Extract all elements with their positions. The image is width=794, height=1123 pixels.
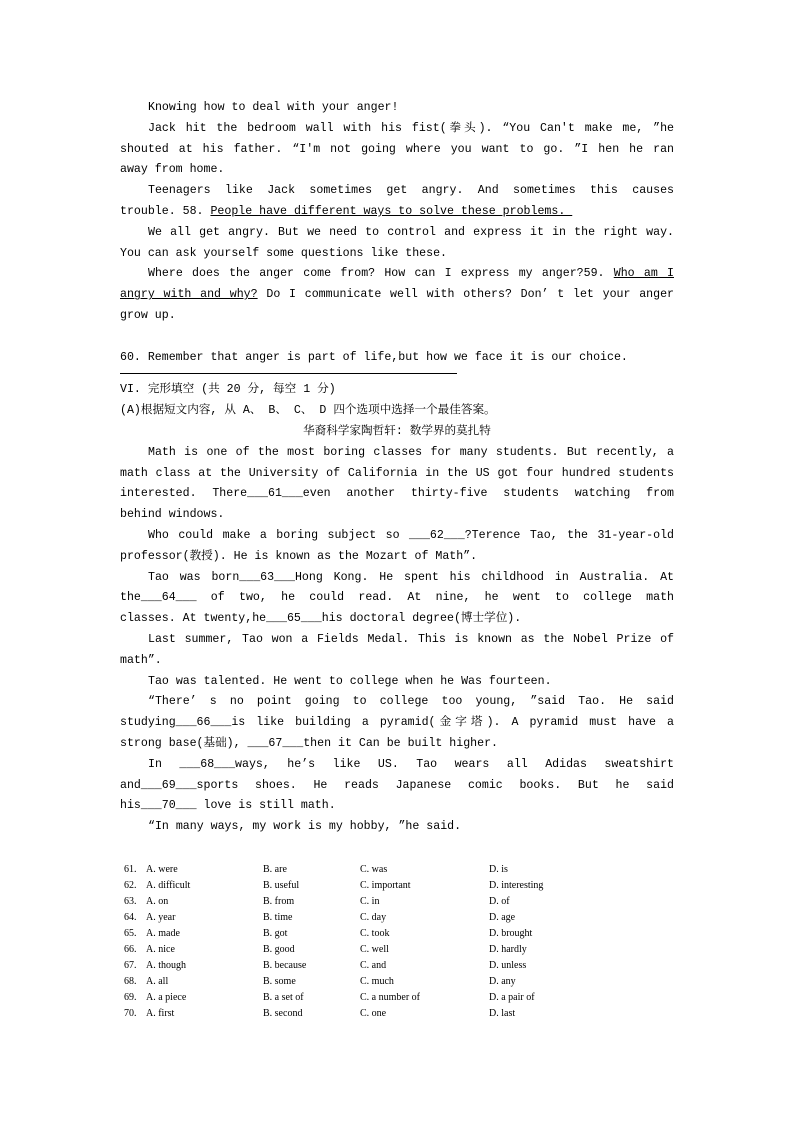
section-title: VI. 完形填空 (共 20 分, 每空 1 分) (120, 383, 336, 397)
question-60: 60. Remember that anger is part of life,but how we face it is our choice. (120, 350, 628, 364)
options-table (124, 862, 584, 1022)
text-line (120, 713, 674, 734)
option-a: A. though (146, 960, 186, 971)
text-line (120, 140, 674, 161)
option-d: D. brought (489, 928, 533, 939)
question-number: 65. (124, 928, 137, 939)
text-segment: his___70___ love is still math. (120, 799, 336, 813)
text-segment: “In many ways, my work is my hobby, ”he said. (148, 820, 462, 834)
text-line (120, 755, 674, 776)
option-b: B. some (263, 976, 296, 987)
option-b: B. useful (263, 880, 300, 891)
text-segment: grow up. (120, 308, 176, 322)
text-segment: studying___66___is like building a pyramid(金字塔). A pyramid must have a (120, 716, 674, 730)
text-segment: You can ask yourself some questions like these. (120, 246, 447, 260)
underlined-answer: Who am I (613, 267, 674, 281)
text-segment: away from home. (120, 163, 225, 177)
passage-terence-tao (120, 443, 674, 838)
option-row (124, 910, 584, 926)
text-segment: Do I communicate well with others? Don’ t let your anger (257, 288, 674, 302)
option-c: C. a number of (360, 992, 420, 1003)
text-line (120, 630, 674, 651)
text-line (120, 526, 674, 547)
option-d: D. any (489, 976, 516, 987)
text-line (120, 181, 674, 202)
option-c: C. day (360, 912, 387, 923)
option-b: B. second (263, 1008, 303, 1019)
text-line (120, 672, 674, 693)
option-row (124, 942, 584, 958)
question-number: 67. (124, 960, 137, 971)
text-line (120, 588, 674, 609)
option-d: D. is (489, 864, 508, 875)
option-row (124, 958, 584, 974)
option-row (124, 1006, 584, 1022)
option-c: C. in (360, 896, 380, 907)
underlined-answer: People have different ways to solve these problems. (210, 204, 573, 218)
text-segment: Tao was born___63___Hong Kong. He spent his childhood in Australia. At (148, 570, 674, 584)
text-segment: strong base(基础), ___67___then it Can be built higher. (120, 736, 499, 750)
text-segment: Knowing how to deal with your anger! (148, 101, 399, 114)
text-segment: professor(教授). He is known as the Mozart of Math”. (120, 549, 478, 563)
option-a: A. all (146, 976, 169, 987)
passage-anger (120, 98, 674, 327)
text-segment: Who could make a boring subject so ___62___?Terence Tao, the 31-year-old (148, 528, 674, 542)
option-a: A. nice (146, 944, 175, 955)
option-b: B. got (263, 928, 288, 939)
option-c: C. well (360, 944, 389, 955)
option-a: A. on (146, 896, 169, 907)
text-line (120, 443, 674, 464)
option-row (124, 974, 584, 990)
text-segment: Tao was talented. He went to college when he Was fourteen. (148, 674, 552, 688)
document-page (120, 98, 674, 838)
option-row (124, 990, 584, 1006)
text-line (120, 568, 674, 589)
option-b: B. time (263, 912, 293, 923)
option-a: A. a piece (146, 992, 187, 1003)
text-line (120, 285, 674, 306)
option-a: A. were (146, 864, 178, 875)
option-d: D. unless (489, 960, 527, 971)
option-d: D. a pair of (489, 992, 535, 1003)
text-segment: math”. (120, 653, 162, 667)
divider-line (120, 373, 457, 374)
text-line (120, 609, 674, 630)
option-row (124, 878, 584, 894)
text-line (120, 306, 674, 327)
option-b: B. a set of (263, 992, 304, 1003)
text-segment: “There’ s no point going to college too young, ”said Tao. He said (148, 695, 674, 709)
option-d: D. last (489, 1008, 516, 1019)
text-segment: math class at the University of California in the US got four hundred students (120, 466, 674, 480)
text-segment: We all get angry. But we need to control and express it in the right way. (148, 225, 674, 239)
option-row (124, 926, 584, 942)
option-c: C. much (360, 976, 394, 987)
text-segment: and___69___sports shoes. He reads Japanese comic books. But he said (120, 778, 674, 792)
text-segment: In ___68___ways, he’s like US. Tao wears all Adidas sweatshirt (148, 757, 674, 771)
text-line (120, 98, 674, 119)
text-line (120, 776, 674, 797)
option-b: B. good (263, 944, 295, 955)
option-c: C. important (360, 880, 411, 891)
article-title: 华裔科学家陶哲轩: 数学界的莫扎特 (303, 424, 491, 438)
text-line (120, 264, 674, 285)
text-segment: Jack hit the bedroom wall with his fist(拳头). “You Can't make me, ”he (148, 121, 674, 135)
question-number: 64. (124, 912, 137, 923)
text-segment: classes. At twenty,he___65___his doctoral degree(博士学位). (120, 612, 522, 626)
question-number: 63. (124, 896, 137, 907)
question-number: 70. (124, 1008, 137, 1019)
option-a: A. year (146, 912, 176, 923)
question-number: 66. (124, 944, 137, 955)
option-c: C. one (360, 1008, 387, 1019)
text-line (120, 464, 674, 485)
option-d: D. of (489, 896, 510, 907)
underlined-answer: angry with and why? (120, 288, 258, 302)
text-line (120, 202, 674, 223)
text-segment: interested. There___61___even another thirty-five students watching from (120, 487, 674, 501)
text-line (120, 119, 674, 140)
option-a: A. difficult (146, 880, 191, 891)
text-line (120, 505, 674, 526)
text-segment: trouble. 58. (120, 204, 211, 218)
text-line (120, 547, 674, 568)
option-c: C. took (360, 928, 390, 939)
text-line (120, 734, 674, 755)
text-segment: the___64___ of two, he could read. At nine, he went to college math (120, 591, 674, 605)
option-d: D. interesting (489, 880, 544, 891)
text-segment: Math is one of the most boring classes for many students. But recently, a (148, 445, 674, 459)
option-d: D. hardly (489, 944, 527, 955)
option-b: B. from (263, 896, 295, 907)
option-row (124, 862, 584, 878)
option-d: D. age (489, 912, 516, 923)
option-row (124, 894, 584, 910)
option-c: C. and (360, 960, 387, 971)
option-c: C. was (360, 864, 388, 875)
question-number: 69. (124, 992, 137, 1003)
text-line (120, 796, 674, 817)
option-b: B. because (263, 960, 307, 971)
question-number: 62. (124, 880, 137, 891)
text-line (120, 484, 674, 505)
text-line (120, 223, 674, 244)
text-segment: shouted at his father. “I'm not going where you want to go. ”I hen he ran (120, 142, 674, 156)
text-line (120, 244, 674, 265)
text-line (120, 817, 674, 838)
option-a: A. first (146, 1008, 175, 1019)
text-segment: behind windows. (120, 508, 225, 522)
instruction: (A)根据短文内容, 从 A、 B、 C、 D 四个选项中选择一个最佳答案。 (120, 404, 496, 418)
text-line (120, 160, 674, 181)
text-line (120, 692, 674, 713)
text-segment: Teenagers like Jack sometimes get angry. And sometimes this causes (148, 184, 674, 198)
question-number: 68. (124, 976, 137, 987)
option-a: A. made (146, 928, 180, 939)
option-b: B. are (263, 864, 287, 875)
text-segment: Where does the anger come from? How can I express my anger?59. (148, 267, 614, 281)
text-segment: Last summer, Tao won a Fields Medal. This is known as the Nobel Prize of (148, 632, 674, 646)
text-line (120, 651, 674, 672)
question-number: 61. (124, 864, 137, 875)
